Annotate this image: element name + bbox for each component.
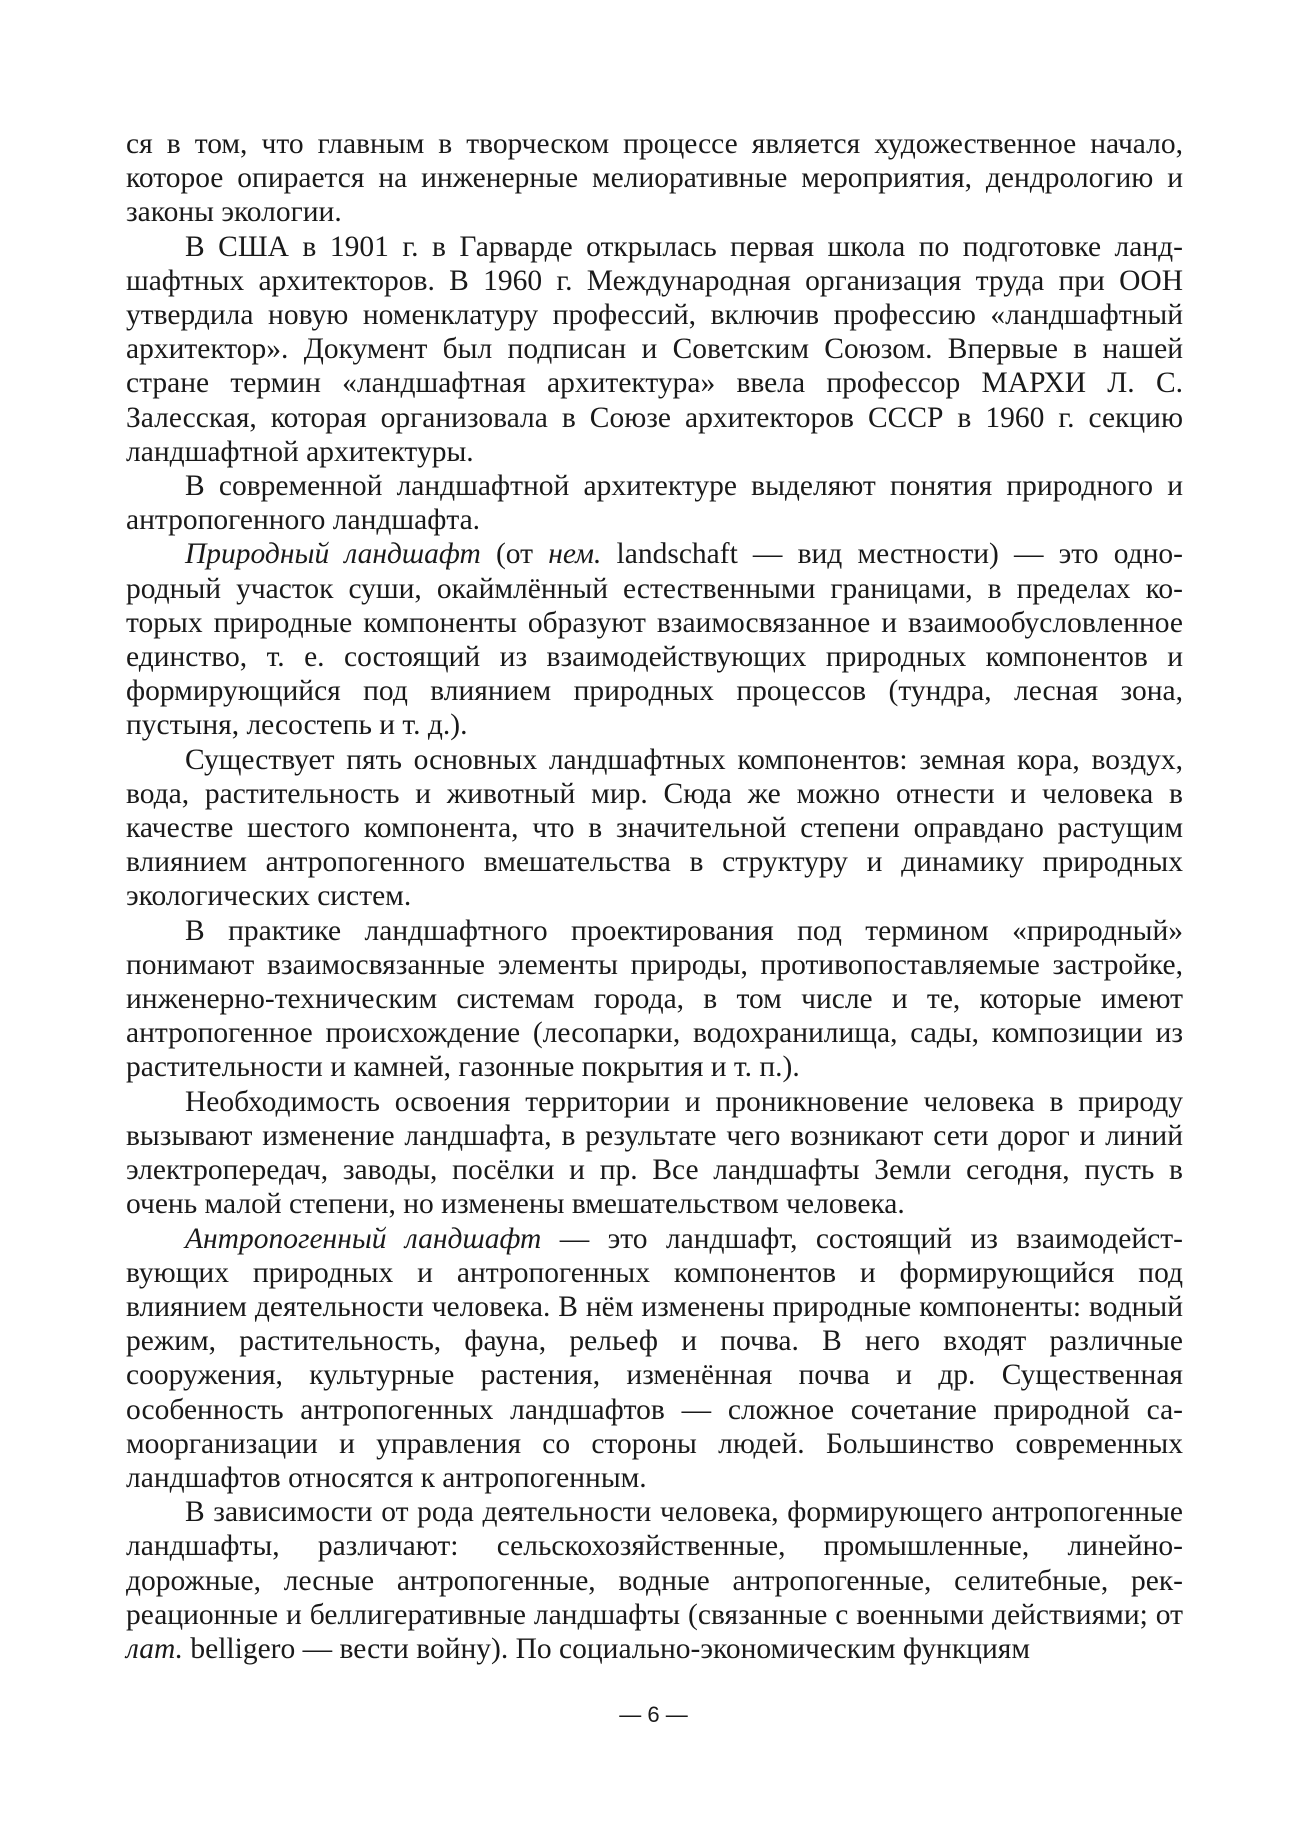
- paragraph-components: [126, 743, 1183, 914]
- paragraph-text: В зависимости от рода деятельности человека, формирующего антропогенные ландшафты, различают: сельскохозяйственные, промышленные, линейно-дорожные, лесные антропогенные, водные антропогенные, селитебные, рекреационные и беллигеративные ландшафты (связанные с военными действиями; от: [126, 1496, 1183, 1631]
- term-natural-landscape: Природный ландшафт: [185, 538, 481, 571]
- paragraph-text: Существует пять основных ландшафтных компонентов: земная кора, воздух, вода, растительность и животный мир. Сюда же можно отнести и человека в качестве шестого компонента, что в значительной степени оправдано растущим влиянием антропогенного вмешательства в структуру и динамику природных экологических систем.: [126, 743, 1183, 913]
- term-anthropogenic-landscape: Антропогенный ландшафт: [185, 1222, 542, 1255]
- paragraph-text: В современной ландшафтной архитектуре выделяют понятия природного и антропогенного ландшафта.: [126, 470, 1183, 537]
- paragraph-usa-school: [126, 230, 1183, 469]
- page-number: — 6 —: [619, 1702, 688, 1727]
- paragraph-landscape-change: [126, 1085, 1183, 1222]
- paragraph-text: Необходимость освоения территории и проникновение человека в природу вызывают изменение ландшафта, в результате чего возникают сети дорог и линий электропередач, заводы, посёлки и пр. Все ландшафты Земли сегодня, пусть в очень малой степени, но изменены вмешательством человека.: [126, 1085, 1183, 1221]
- paragraph-design-practice: [126, 914, 1183, 1085]
- paragraph-landscape-types: [126, 1495, 1183, 1666]
- paragraph-modern-concepts: [126, 469, 1183, 537]
- paragraph-text: (от: [480, 538, 549, 571]
- paragraph-text-rest: belligero — вести войну). По социально-экономическим функциям: [183, 1632, 1030, 1665]
- language-abbrev-german: нем.: [548, 538, 602, 571]
- paragraph-text: ся в том, что главным в творческом процессе является художественное начало, которое опирается на инженерные мелиоративные мероприятия, дендрологию и законы экологии.: [126, 128, 1183, 229]
- paragraph-natural-landscape: [126, 537, 1183, 742]
- paragraph-text-rest: landschaft — вид местности) — это однородный участок суши, окаймлённый естественными границами, в пределах которых природные компоненты образуют взаимосвязанное и взаимообусловленное единство, т. е. состоящий из взаимодействующих природных компонентов и формирующийся под влиянием природных процессов (тундра, лесная зона, пустыня, лесостепь и т. д.).: [126, 538, 1183, 742]
- paragraph-text: В США в 1901 г. в Гарварде открылась первая школа по подготовке ландшафтных архитекторов. В 1960 г. Международная организация труда при ООН утвердила новую номенклатуру профессий, включив профессию «ландшафтный архитектор». Документ был подписан и Советским Союзом. Впервые в нашей стране термин «ландшафтная архитектура» ввела профессор МАРХИ Л. С. Залесская, которая организовала в Союзе архитекторов СССР в 1960 г. секцию ландшафтной архитектуры.: [126, 230, 1183, 468]
- paragraph-anthropogenic-landscape: [126, 1222, 1183, 1496]
- paragraph-text: В практике ландшафтного проектирования под термином «природный» понимают взаимосвязанные элементы природы, противопоставляемые застройке, инженерно-техническим системам города, в том числе и те, которые имеют антропогенное происхождение (лесопарки, водохранилища, сады, композиции из растительности и камней, газонные покрытия и т. п.).: [126, 914, 1183, 1084]
- paragraph-text: — это ландшафт, состоящий из взаимодействующих природных и антропогенных компонентов и формирующийся под влиянием деятельности человека. В нём изменены природные компоненты: водный режим, растительность, фауна, рельеф и почва. В него входят различные сооружения, культурные растения, изменённая почва и др. Существенная особенность антропогенных ландшафтов — сложное сочетание природной самоорганизации и управления со стороны людей. Большинство современных ландшафтов относятся к антропогенным.: [126, 1222, 1183, 1494]
- body-text: [126, 127, 1183, 1666]
- paragraph-continuation: [126, 127, 1183, 230]
- language-abbrev-latin: лат.: [126, 1632, 184, 1665]
